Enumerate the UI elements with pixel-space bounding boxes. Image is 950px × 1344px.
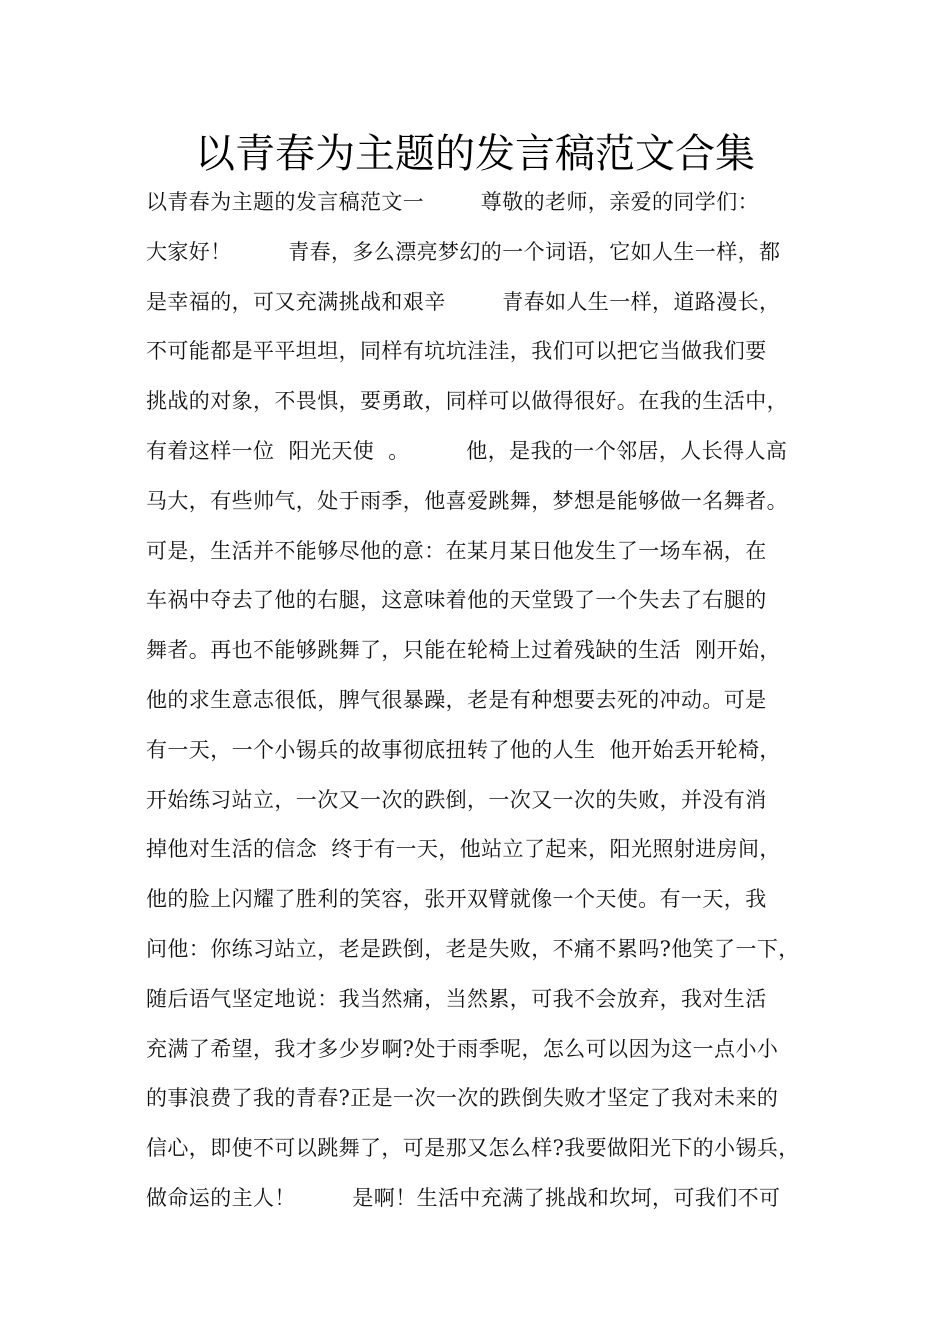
body-line: 做命运的主人！ 是啊！生活中充满了挑战和坎坷，可我们不可 — [146, 1185, 781, 1210]
body-line: 可是，生活并不能够尽他的意：在某月某日他发生了一场车祸，在 — [146, 538, 767, 563]
body-line: 以青春为主题的发言稿范文一 尊敬的老师，亲爱的同学们： — [146, 190, 759, 214]
document-title: 以青春为主题的发言稿范文合集 — [195, 131, 755, 177]
body-line: 充满了希望，我才多少岁啊?处于雨季呢，怎么可以因为这一点小小 — [146, 1036, 779, 1061]
body-line: 开始练习站立，一次又一次的跌倒，一次又一次的失败，并没有消 — [146, 787, 767, 812]
body-line: 随后语气坚定地说：我当然痛，当然累，可我不会放弃，我对生活 — [146, 986, 767, 1011]
body-line: 挑战的对象，不畏惧，要勇敢，同样可以做得很好。在我的生活中， — [146, 389, 788, 414]
document-body — [146, 182, 836, 1228]
body-line: 他的脸上闪耀了胜利的笑容，张开双臂就像一个天使。有一天，我 — [146, 887, 767, 912]
body-line: 信心，即使不可以跳舞了，可是那又怎么样?我要做阳光下的小锡兵， — [146, 1136, 800, 1161]
body-line: 有着这样一位 阳光天使 。 他，是我的一个邻居，人长得人高 — [146, 438, 788, 463]
body-line: 掉他对生活的信念 终于有一天，他站立了起来，阳光照射进房间， — [146, 837, 781, 862]
body-line: 是幸福的，可又充满挑战和艰辛 青春如人生一样，道路漫长， — [146, 289, 781, 314]
body-line: 他的求生意志很低，脾气很暴躁，老是有种想要去死的冲动。可是 — [146, 687, 767, 712]
body-line: 舞者。再也不能够跳舞了，只能在轮椅上过着残缺的生活 刚开始， — [146, 638, 781, 663]
body-line: 有一天，一个小锡兵的故事彻底扭转了他的人生 他开始丢开轮椅， — [146, 737, 781, 762]
body-line: 问他：你练习站立，老是跌倒，老是失败，不痛不累吗?他笑了一下， — [146, 936, 800, 961]
body-line: 大家好！ 青春，多么漂亮梦幻的一个词语，它如人生一样，都 — [146, 239, 781, 264]
body-line: 不可能都是平平坦坦，同样有坑坑洼洼，我们可以把它当做我们要 — [146, 339, 767, 364]
body-line: 的事浪费了我的青春?正是一次一次的跌倒失败才坚定了我对未来的 — [146, 1086, 779, 1111]
body-line: 马大，有些帅气，处于雨季，他喜爱跳舞，梦想是能够做一名舞者。 — [146, 488, 788, 513]
body-line: 车祸中夺去了他的右腿，这意味着他的天堂毁了一个失去了右腿的 — [146, 588, 767, 613]
